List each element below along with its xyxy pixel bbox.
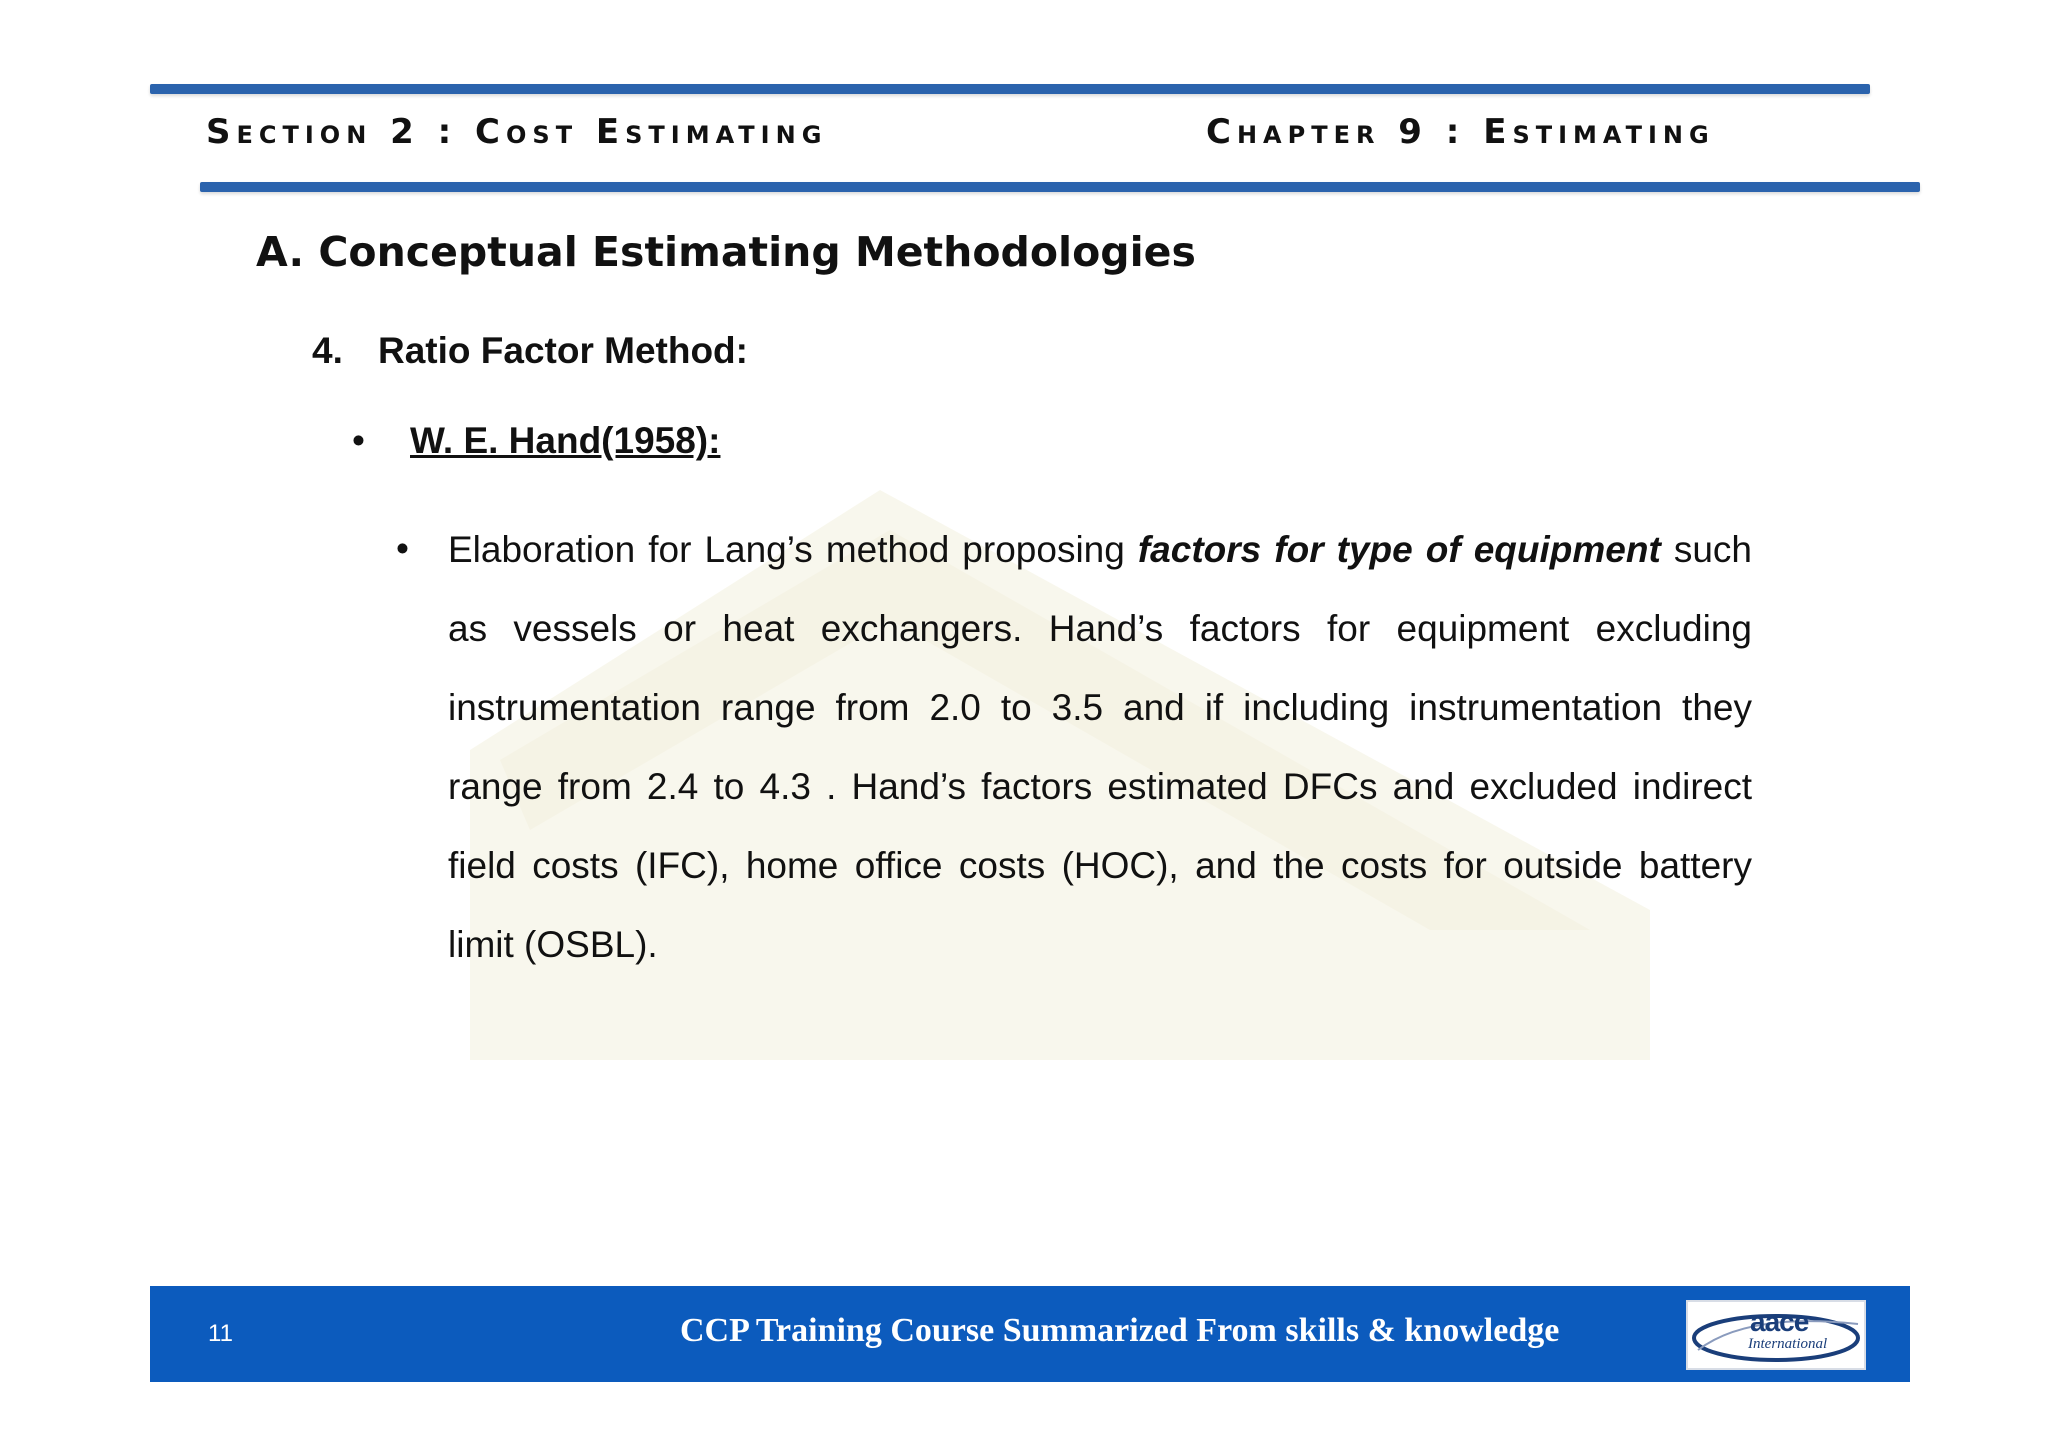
paragraph-emphasis: factors for type of equipment bbox=[1137, 529, 1661, 570]
body-paragraph bbox=[448, 510, 1752, 984]
subsection-title: Ratio Factor Method: bbox=[378, 330, 748, 371]
header-top-rule bbox=[150, 84, 1870, 94]
aace-logo bbox=[1686, 1300, 1866, 1370]
bullet-icon: • bbox=[352, 420, 365, 461]
chapter-title: Chapter 9 : Estimating bbox=[1206, 112, 1715, 152]
paragraph-text-end: such as vessels or heat exchangers. Hand’s factors for equipment excluding instrumentation range from 2.0 to 3.5 and if including instrumentation they range from 2.4 to 4.3 . Hand’s factors estimated DFCs and excluded indirect field costs (IFC), home office costs (HOC), and the costs for outside battery limit (OSBL). bbox=[448, 529, 1752, 965]
author-label: W. E. Hand(1958): bbox=[410, 420, 721, 461]
page-number: 11 bbox=[208, 1320, 233, 1347]
subsection-number: 4. bbox=[312, 330, 343, 371]
section-heading: A. Conceptual Estimating Methodologies bbox=[256, 228, 1196, 276]
footer-bar bbox=[150, 1286, 1910, 1382]
section-title: Section 2 : Cost Estimating bbox=[206, 112, 828, 152]
author-bullet bbox=[352, 420, 720, 462]
bullet-icon: • bbox=[396, 528, 409, 569]
header-bottom-rule bbox=[200, 182, 1920, 192]
footer-course-title: CCP Training Course Summarized From skills & knowledge bbox=[680, 1312, 1560, 1349]
subsection-heading bbox=[312, 330, 748, 372]
paragraph-text-start: Elaboration for Lang’s method proposing bbox=[448, 529, 1138, 570]
logo-text: aace bbox=[1750, 1306, 1809, 1337]
logo-subtext: International bbox=[1748, 1336, 1828, 1352]
